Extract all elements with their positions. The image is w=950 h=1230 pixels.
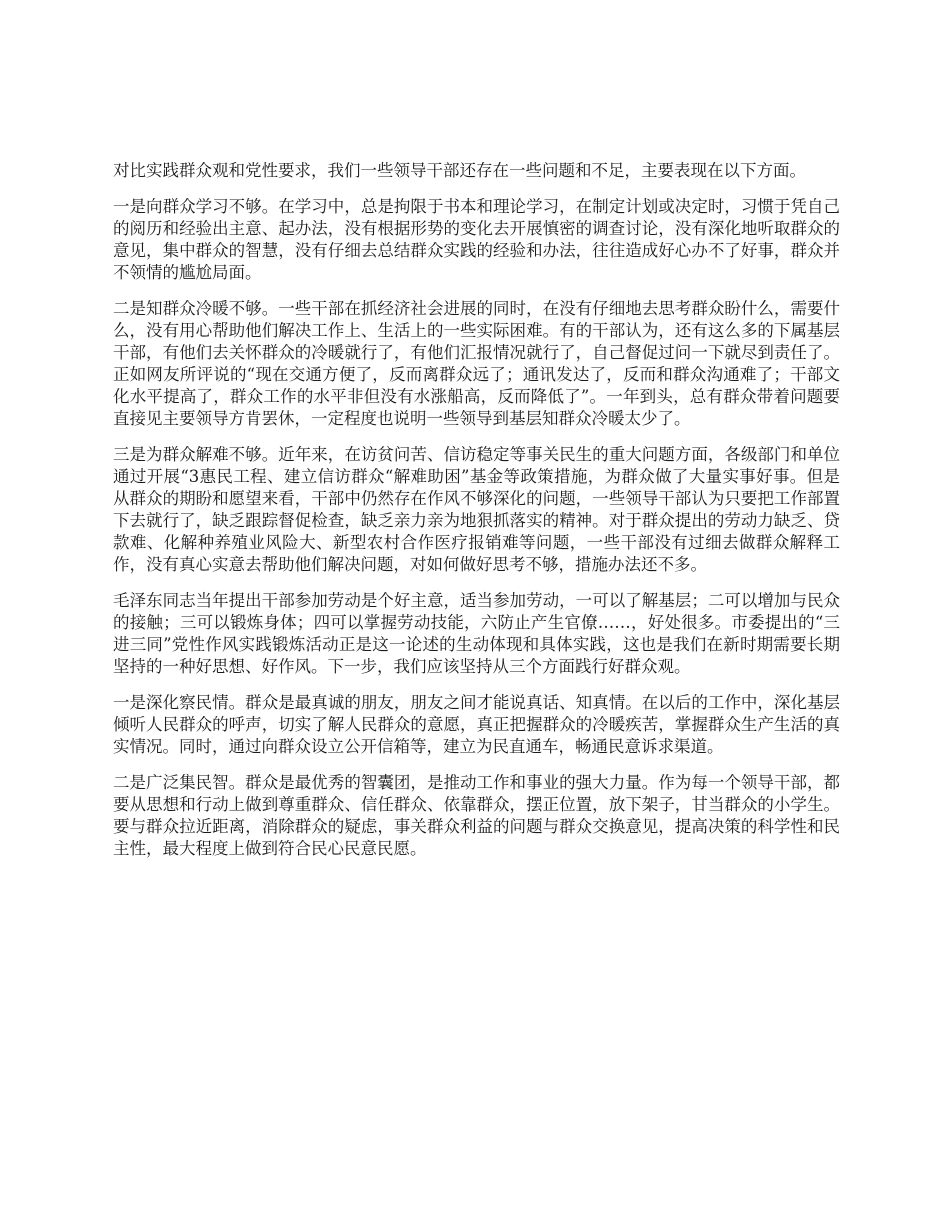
- paragraph-intro: 对比实践群众观和党性要求，我们一些领导干部还存在一些问题和不足，主要表现在以下方面。: [113, 161, 806, 180]
- document-body: [113, 160, 840, 874]
- paragraph-solve-masses-difficulties: 三是为群众解难不够。近年来，在访贫问苦、信访稳定等事关民生的重大问题方面，各级部门和单位通过开展“3惠民工程、建立信访群众“解难助困”基金等政策措施，为群众做了大量实事好事。但是从群众的期盼和愿望来看，干部中仍然存在作风不够深化的问题，一些领导干部认为只要把工作部置下去就行了，缺乏跟踪督促检查，缺乏亲力亲为地狠抓落实的精神。对于群众提出的劳动力缺乏、贷款难、化解种养殖业风险大、新型农村合作医疗报销难等问题，一些干部没有过细去做群众解释工作，没有真心实意去帮助他们解决问题，对如何做好思考不够，措施办法还不多。: [113, 445, 840, 574]
- paragraph-know-masses-needs: 二是知群众冷暖不够。一些干部在抓经济社会进展的同时，在没有仔细地去思考群众盼什么，需要什么，没有用心帮助他们解决工作上、生活上的一些实际困难。有的干部认为，还有这么多的下属基层干部，有他们去关怀群众的冷暖就行了，有他们汇报情况就行了，自己督促过问一下就尽到责任了。正如网友所评说的“现在交通方便了，反而离群众远了；通讯发达了，反而和群众沟通难了；干部文化水平提高了，群众工作的水平非但没有水涨船高，反而降低了”。一年到头，总有群众带着问题要直接见主要领导方肯罢休，一定程度也说明一些领导到基层知群众冷暖太少了。: [113, 299, 840, 428]
- paragraph-learn-from-masses: 一是向群众学习不够。在学习中，总是拘限于书本和理论学习，在制定计划或决定时，习惯于凭自己的阅历和经验出主意、起办法，没有根据形势的变化去开展慎密的调查讨论，没有深化地听取群众的意见，集中群众的智慧，没有仔细去总结群众实践的经验和办法，往往造成好心办不了好事，群众并不领情的尴尬局面。: [113, 197, 840, 282]
- paragraph-observe-public-sentiment: 一是深化察民情。群众是最真诚的朋友，朋友之间才能说真话、知真情。在以后的工作中，深化基层倾听人民群众的呼声，切实了解人民群众的意愿，真正把握群众的冷暖疾苦，掌握群众生产生活的真实情况。同时，通过向群众设立公开信箱等，建立为民直通车，畅通民意诉求渠道。: [113, 693, 840, 756]
- paragraph-labor-participation: 毛泽东同志当年提出干部参加劳动是个好主意，适当参加劳动，一可以了解基层；二可以增加与民众的接触；三可以锻炼身体；四可以掌握劳动技能，六防止产生官僚……，好处很多。市委提出的“三进三同”党性作风实践锻炼活动正是这一论述的生动体现和具体实践，这也是我们在新时期需要长期坚持的一种好思想、好作风。下一步，我们应该坚持从三个方面践行好群众观。: [113, 591, 840, 676]
- paragraph-gather-wisdom: 二是广泛集民智。群众是最优秀的智囊团，是推动工作和事业的强大力量。作为每一个领导干部，都要从思想和行动上做到尊重群众、信任群众、依靠群众，摆正位置，放下架子，甘当群众的小学生。要与群众拉近距离，消除群众的疑虑，事关群众利益的问题与群众交换意见，提高决策的科学性和民主性，最大程度上做到符合民心民意民愿。: [113, 773, 840, 858]
